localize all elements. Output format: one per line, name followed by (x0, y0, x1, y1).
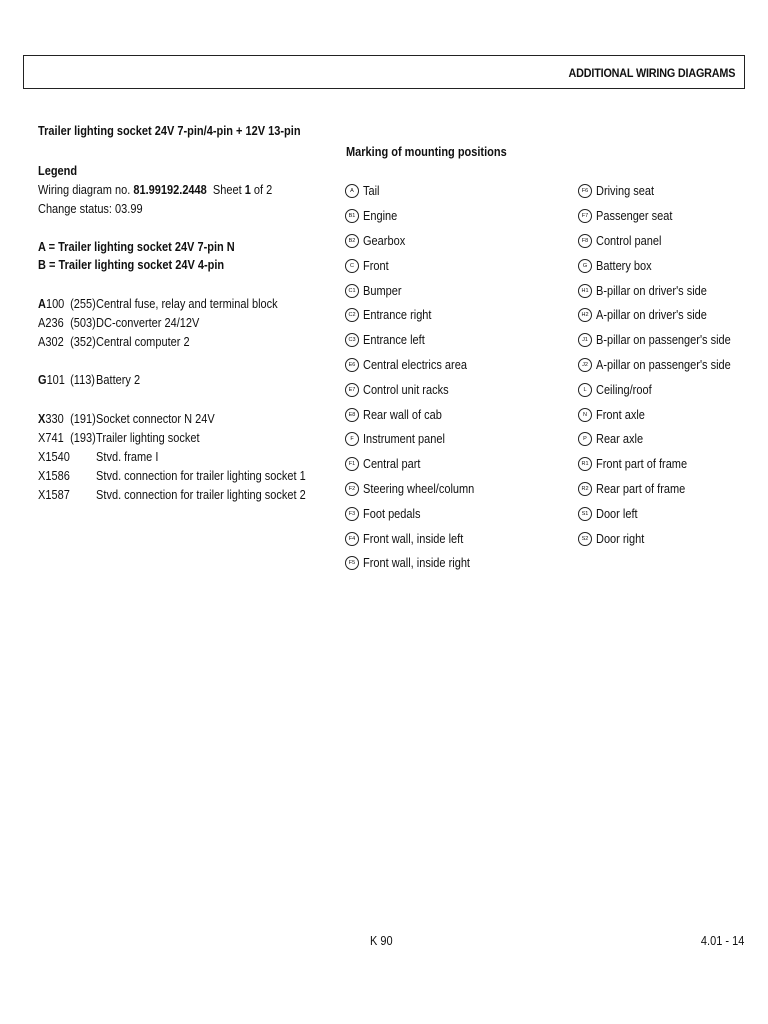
component-number: X1540 (38, 450, 70, 464)
component-row (38, 486, 306, 505)
position-code-circle: B2 (345, 234, 359, 248)
position-label: Door left (596, 506, 638, 521)
position-label: Instrument panel (363, 432, 445, 447)
position-code-circle: N (578, 408, 592, 422)
position-row (578, 501, 749, 526)
position-row (578, 353, 749, 378)
position-label: Control unit racks (363, 382, 449, 397)
position-row (578, 253, 749, 278)
sheet-number: 1 (244, 183, 251, 197)
component-description: Central fuse, relay and terminal block (96, 297, 278, 311)
position-row (345, 229, 489, 254)
position-row (578, 452, 749, 477)
component-group-x (38, 410, 306, 505)
position-code-circle: L (578, 383, 592, 397)
position-row (578, 477, 749, 502)
component-letter: X (38, 412, 46, 426)
header-box (23, 55, 745, 89)
variant-b: B = Trailer lighting socket 24V 4-pin (38, 258, 225, 272)
position-row (345, 377, 489, 402)
component-number: A302 (38, 335, 64, 349)
wiring-prefix: Wiring diagram no. (38, 183, 131, 197)
component-row (38, 333, 278, 352)
component-description: Stvd. connection for trailer lighting socket 1 (96, 469, 306, 483)
component-description: DC-converter 24/12V (96, 316, 200, 330)
position-row (345, 303, 489, 328)
component-id (38, 410, 67, 429)
position-row (578, 526, 749, 551)
position-label: Engine (363, 209, 398, 224)
change-status: Change status: 03.99 (38, 202, 143, 216)
position-row (578, 402, 749, 427)
position-label: Gearbox (363, 233, 406, 248)
position-code-circle: E7 (345, 383, 359, 397)
component-row (38, 314, 278, 333)
position-label: Front (363, 258, 389, 273)
position-row (345, 551, 489, 576)
variants-block (38, 238, 235, 274)
component-code: (255) (70, 297, 96, 311)
position-code-circle: A (345, 184, 359, 198)
legend-heading: Legend (38, 164, 78, 178)
position-code-circle: F8 (578, 234, 592, 248)
position-label: Central part (363, 457, 421, 472)
position-label: Front wall, inside right (363, 556, 470, 571)
component-number: X1586 (38, 469, 70, 483)
position-code-circle: C (345, 259, 359, 273)
position-row (345, 353, 489, 378)
position-label: Ceiling/roof (596, 382, 652, 397)
component-letter: A (38, 297, 46, 311)
component-code (70, 486, 93, 505)
position-code-circle: F (345, 432, 359, 446)
position-label: Front part of frame (596, 457, 688, 472)
position-row (578, 278, 749, 303)
component-code: (352) (70, 335, 96, 349)
component-row (38, 467, 306, 486)
position-label: Front axle (596, 407, 645, 422)
component-code (70, 448, 93, 467)
component-code: (113) (70, 373, 95, 387)
component-id (38, 448, 70, 467)
positions-right-column (578, 179, 749, 551)
position-code-circle: H1 (578, 284, 592, 298)
position-code-circle: E6 (345, 358, 359, 372)
position-label: Battery box (596, 258, 652, 273)
position-row (345, 477, 489, 502)
position-row (345, 328, 489, 353)
position-row (345, 452, 489, 477)
position-label: Central electrics area (363, 357, 467, 372)
position-code-circle: J1 (578, 333, 592, 347)
position-code-circle: F5 (345, 556, 359, 570)
position-row (578, 229, 749, 254)
component-letter: G (38, 373, 47, 387)
legend-block (38, 162, 272, 219)
position-code-circle: E8 (345, 408, 359, 422)
position-code-circle: S1 (578, 507, 592, 521)
position-label: Rear axle (596, 432, 644, 447)
component-id (38, 429, 67, 448)
component-number: X741 (38, 431, 64, 445)
position-code-circle: F2 (345, 482, 359, 496)
component-id (38, 467, 70, 486)
position-label: Bumper (363, 283, 402, 298)
position-code-circle: P (578, 432, 592, 446)
position-row (578, 427, 749, 452)
position-code-circle: F1 (345, 457, 359, 471)
position-row (578, 303, 749, 328)
position-row (345, 204, 489, 229)
position-label: A-pillar on driver's side (596, 308, 707, 323)
component-id (38, 333, 67, 352)
position-row (345, 402, 489, 427)
component-description: Central computer 2 (96, 335, 190, 349)
component-row (38, 429, 306, 448)
position-row (345, 427, 489, 452)
component-number: 100 (45, 297, 65, 311)
component-group-g (38, 371, 140, 390)
positions-left-column (345, 179, 489, 576)
position-code-circle: S2 (578, 532, 592, 546)
position-label: A-pillar on passenger's side (596, 357, 731, 372)
position-label: Foot pedals (363, 506, 421, 521)
position-row (345, 501, 489, 526)
position-label: Driving seat (596, 184, 655, 199)
footer-page-code: K 90 (370, 934, 393, 948)
position-label: Rear part of frame (596, 481, 686, 496)
footer-page-number: 4.01 - 14 (700, 934, 744, 948)
position-code-circle: F6 (578, 184, 592, 198)
position-code-circle: G (578, 259, 592, 273)
position-code-circle: H2 (578, 308, 592, 322)
position-code-circle: C2 (345, 308, 359, 322)
position-row (578, 377, 749, 402)
document-title: Trailer lighting socket 24V 7-pin/4-pin + 12V 13-pin (38, 124, 301, 138)
component-row (38, 410, 306, 429)
position-label: Steering wheel/column (363, 481, 475, 496)
positions-title: Marking of mounting positions (346, 145, 507, 159)
position-code-circle: F3 (345, 507, 359, 521)
position-label: Passenger seat (596, 209, 673, 224)
position-code-circle: C3 (345, 333, 359, 347)
position-label: Entrance left (363, 333, 425, 348)
position-label: Tail (363, 184, 380, 199)
component-description: Battery 2 (96, 373, 141, 387)
position-code-circle: C1 (345, 284, 359, 298)
component-id (38, 314, 67, 333)
position-row (345, 253, 489, 278)
component-description: Trailer lighting socket (96, 431, 200, 445)
component-id (38, 295, 67, 314)
position-label: Door right (596, 531, 645, 546)
position-row (345, 278, 489, 303)
sheet-of: of 2 (253, 183, 273, 197)
position-code-circle: F4 (345, 532, 359, 546)
component-code: (191) (70, 412, 96, 426)
component-code (70, 467, 93, 486)
component-number: 101 (46, 373, 65, 387)
component-number: A236 (38, 316, 64, 330)
component-row (38, 448, 306, 467)
component-description: Stvd. connection for trailer lighting socket 2 (96, 488, 306, 502)
position-label: Front wall, inside left (363, 531, 464, 546)
component-row (38, 295, 278, 314)
position-row (345, 526, 489, 551)
component-code: (503) (70, 316, 96, 330)
position-label: B-pillar on passenger's side (596, 333, 731, 348)
position-code-circle: J2 (578, 358, 592, 372)
position-code-circle: R1 (578, 457, 592, 471)
component-row (38, 371, 140, 390)
position-label: Entrance right (363, 308, 432, 323)
component-id (38, 371, 67, 390)
component-description: Socket connector N 24V (96, 412, 215, 426)
position-code-circle: B1 (345, 209, 359, 223)
position-row (578, 328, 749, 353)
sheet-label: Sheet (212, 183, 242, 197)
component-number: 330 (45, 412, 64, 426)
position-row (345, 179, 489, 204)
position-label: B-pillar on driver's side (596, 283, 707, 298)
component-description: Stvd. frame I (96, 450, 159, 464)
component-number: X1587 (38, 488, 70, 502)
component-id (38, 486, 70, 505)
wiring-number: 81.99192.2448 (133, 183, 207, 197)
position-label: Rear wall of cab (363, 407, 442, 422)
component-code: (193) (70, 431, 96, 445)
component-group-a (38, 295, 278, 352)
variant-a: A = Trailer lighting socket 24V 7-pin N (38, 240, 235, 254)
position-code-circle: R2 (578, 482, 592, 496)
position-label: Control panel (596, 233, 662, 248)
header-title: ADDITIONAL WIRING DIAGRAMS (568, 66, 735, 80)
position-row (578, 204, 749, 229)
position-code-circle: F7 (578, 209, 592, 223)
position-row (578, 179, 749, 204)
wiring-diagram-line (38, 181, 272, 200)
